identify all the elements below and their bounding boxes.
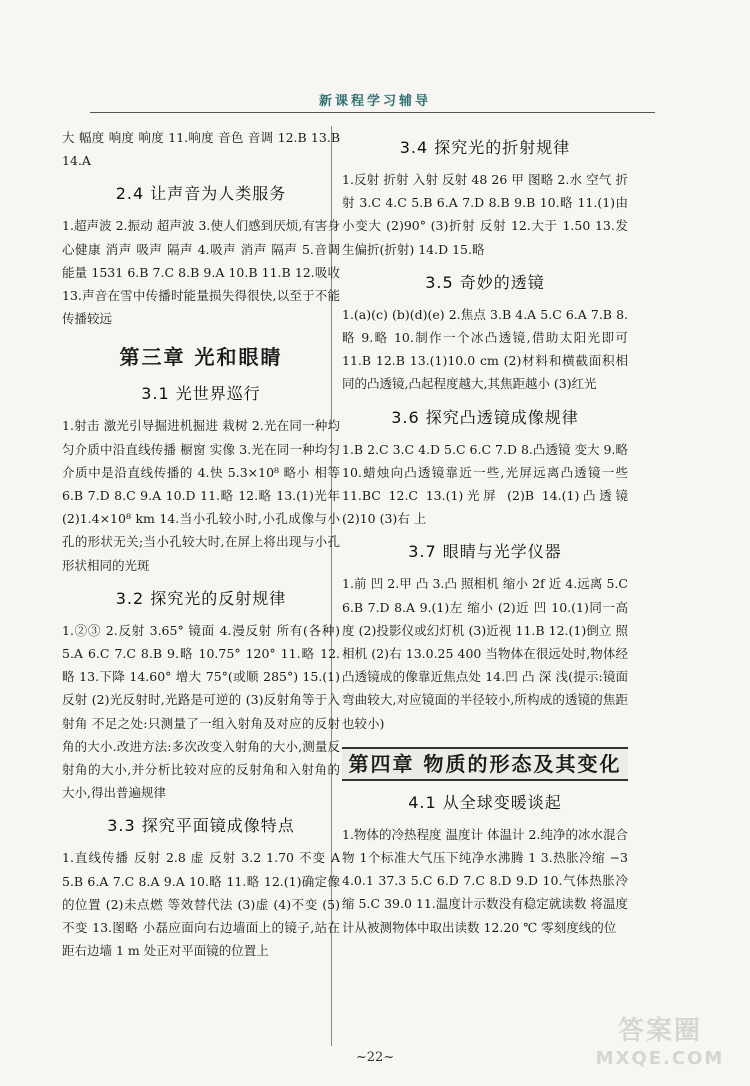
- right-column: [342, 126, 628, 939]
- chapter-heading: 第四章 物质的形态及其变化: [342, 747, 628, 781]
- section-heading: 4.1 从全球变暖谈起: [408, 792, 562, 812]
- answer-paragraph: 1.射击 激光引导掘进机掘进 栽树 2.光在同一种均匀介质中沿直线传播 橱窗 实像 3.光在同一种均匀介质中是沿直线传播的 4.快 5.3×10⁸ 略小 相等 6.B 7.D 8.C 9.A 10.D 11.略 12.略 13.(1)光年 (2)1.4×10⁸ km 14.当小孔较小时,小孔成像与小孔的形状无关;当小孔较大时,在屏上将出现与小孔形状相同的光斑: [62, 418, 340, 573]
- watermark-line1: 答案圈: [617, 1016, 702, 1046]
- answer-paragraph: 1.②③ 2.反射 3.65° 镜面 4.漫反射 所有(各种) 5.A 6.C 7.C 8.B 9.略 10.75° 120° 11.略 12.略 13.下降 14.60° 增大 75°(或顺 285°) 15.(1)反射 (2)光反射时,光路是可逆的 (3)反射角等于入射角 不足之处:只测量了一组入射角及对应的反射角的大小.改进方法:多次改变入射角的大小,测量反射角的大小,并分析比较对应的反射角和入射角的大小,得出普遍规律: [62, 622, 340, 801]
- section-heading: 3.3 探究平面镜成像特点: [107, 816, 295, 836]
- watermark-logo: [580, 1010, 740, 1080]
- answer-paragraph: 1.前 凹 2.甲 凸 3.凸 照相机 缩小 2f 近 4.远离 5.C 6.B 7.D 8.A 9.(1)左 缩小 (2)近 凹 10.(1)同一高度 (2)投影仪或幻灯机 (3)近视 11.B 12.(1)倒立 照相机 (2)右 13.0.25 400 当物体在很远处时,物体经凸透镜成的像靠近焦点处 14.凹 凸 深 浅(提示:镜面弯曲较大,对应镜面的半径较小,所构成的透镜的焦距也较小): [342, 576, 628, 731]
- answer-paragraph: 1.直线传播 反射 2.8 虚 反射 3.2 1.70 不变 A 5.B 6.A 7.C 8.A 9.A 10.略 11.略 12.(1)确定像的位置 (2)未点燃 等效替代法 (3)虚 (4)不变 (5)不变 13.图略 小磊应面向右边墙面上的镜子,站在距右边墙 1 m 处正对平面镜的位置上: [62, 850, 340, 959]
- page-number: ~22~: [355, 1050, 395, 1065]
- answer-paragraph: 1.物体的冷热程度 温度计 体温计 2.纯净的冰水混合物 1个标准大气压下纯净水沸腾 1 3.热胀冷缩 −3 4.0.1 37.3 5.C 6.D 7.C 8.D 9.D 10.气体热胀冷缩 5.C 39.0 11.温度计示数没有稳定就读数 将温度计从被测物体中取出读数 12.20 ℃ 零刻度线的位: [342, 826, 628, 935]
- answer-paragraph: 1.(a)(c) (b)(d)(e) 2.焦点 3.B 4.A 5.C 6.A 7.B 8.略 9.略 10.制作一个冰凸透镜,借助太阳光即可 11.B 12.B 13.(1)10.0 cm (2)材料和横截面积相同的凸透镜,凸起程度越大,其焦距越小 (3)红光: [342, 306, 628, 392]
- section-heading: 3.6 探究凸透镜成像规律: [391, 407, 579, 427]
- answer-paragraph: 1.B 2.C 3.C 4.D 5.C 6.C 7.D 8.凸透镜 变大 9.略 10.蜡烛向凸透镜靠近一些,光屏远离凸透镜一些 11.BC 12.C 13.(1)光屏 (2)B 14.(1)凸透镜 (2)10 (3)右 上: [342, 441, 628, 527]
- section-heading: 2.4 让声音为人类服务: [115, 184, 287, 204]
- section-heading: 3.1 光世界巡行: [141, 384, 261, 404]
- section-heading: 3.2 探究光的反射规律: [115, 588, 287, 608]
- section-heading: 3.5 奇妙的透镜: [425, 272, 545, 292]
- section-heading: 3.4 探究光的折射规律: [399, 138, 571, 157]
- answer-paragraph: 大 幅度 响度 响度 11.响度 音色 音调 12.B 13.B 14.A: [62, 130, 340, 169]
- section-heading: 3.7 眼睛与光学仪器: [408, 542, 562, 562]
- answer-paragraph: 1.反射 折射 入射 反射 48 26 甲 图略 2.水 空气 折射 3.C 4.C 5.B 6.A 7.D 8.B 9.B 10.略 11.(1)由小变大 (2)90° (3)折射 反射 12.大于 1.50 13.发生偏折(折射) 14.D 15.略: [342, 172, 628, 257]
- chapter-heading: 第三章 光和眼睛: [119, 345, 283, 370]
- answer-paragraph: 1.超声波 2.振动 超声波 3.使人们感到厌烦,有害身心健康 消声 吸声 隔声 4.吸声 消声 隔声 5.音调 能量 1531 6.B 7.C 8.B 9.A 10.B 11.B 12.吸收 13.声音在雪中传播时能量损失得很快,以至于不能传播较远: [62, 218, 340, 327]
- left-column: [62, 126, 340, 962]
- watermark-line2: MXQE.COM: [595, 1048, 725, 1069]
- header-rule: [90, 112, 655, 113]
- page-header-title: 新课程学习辅导: [318, 94, 431, 109]
